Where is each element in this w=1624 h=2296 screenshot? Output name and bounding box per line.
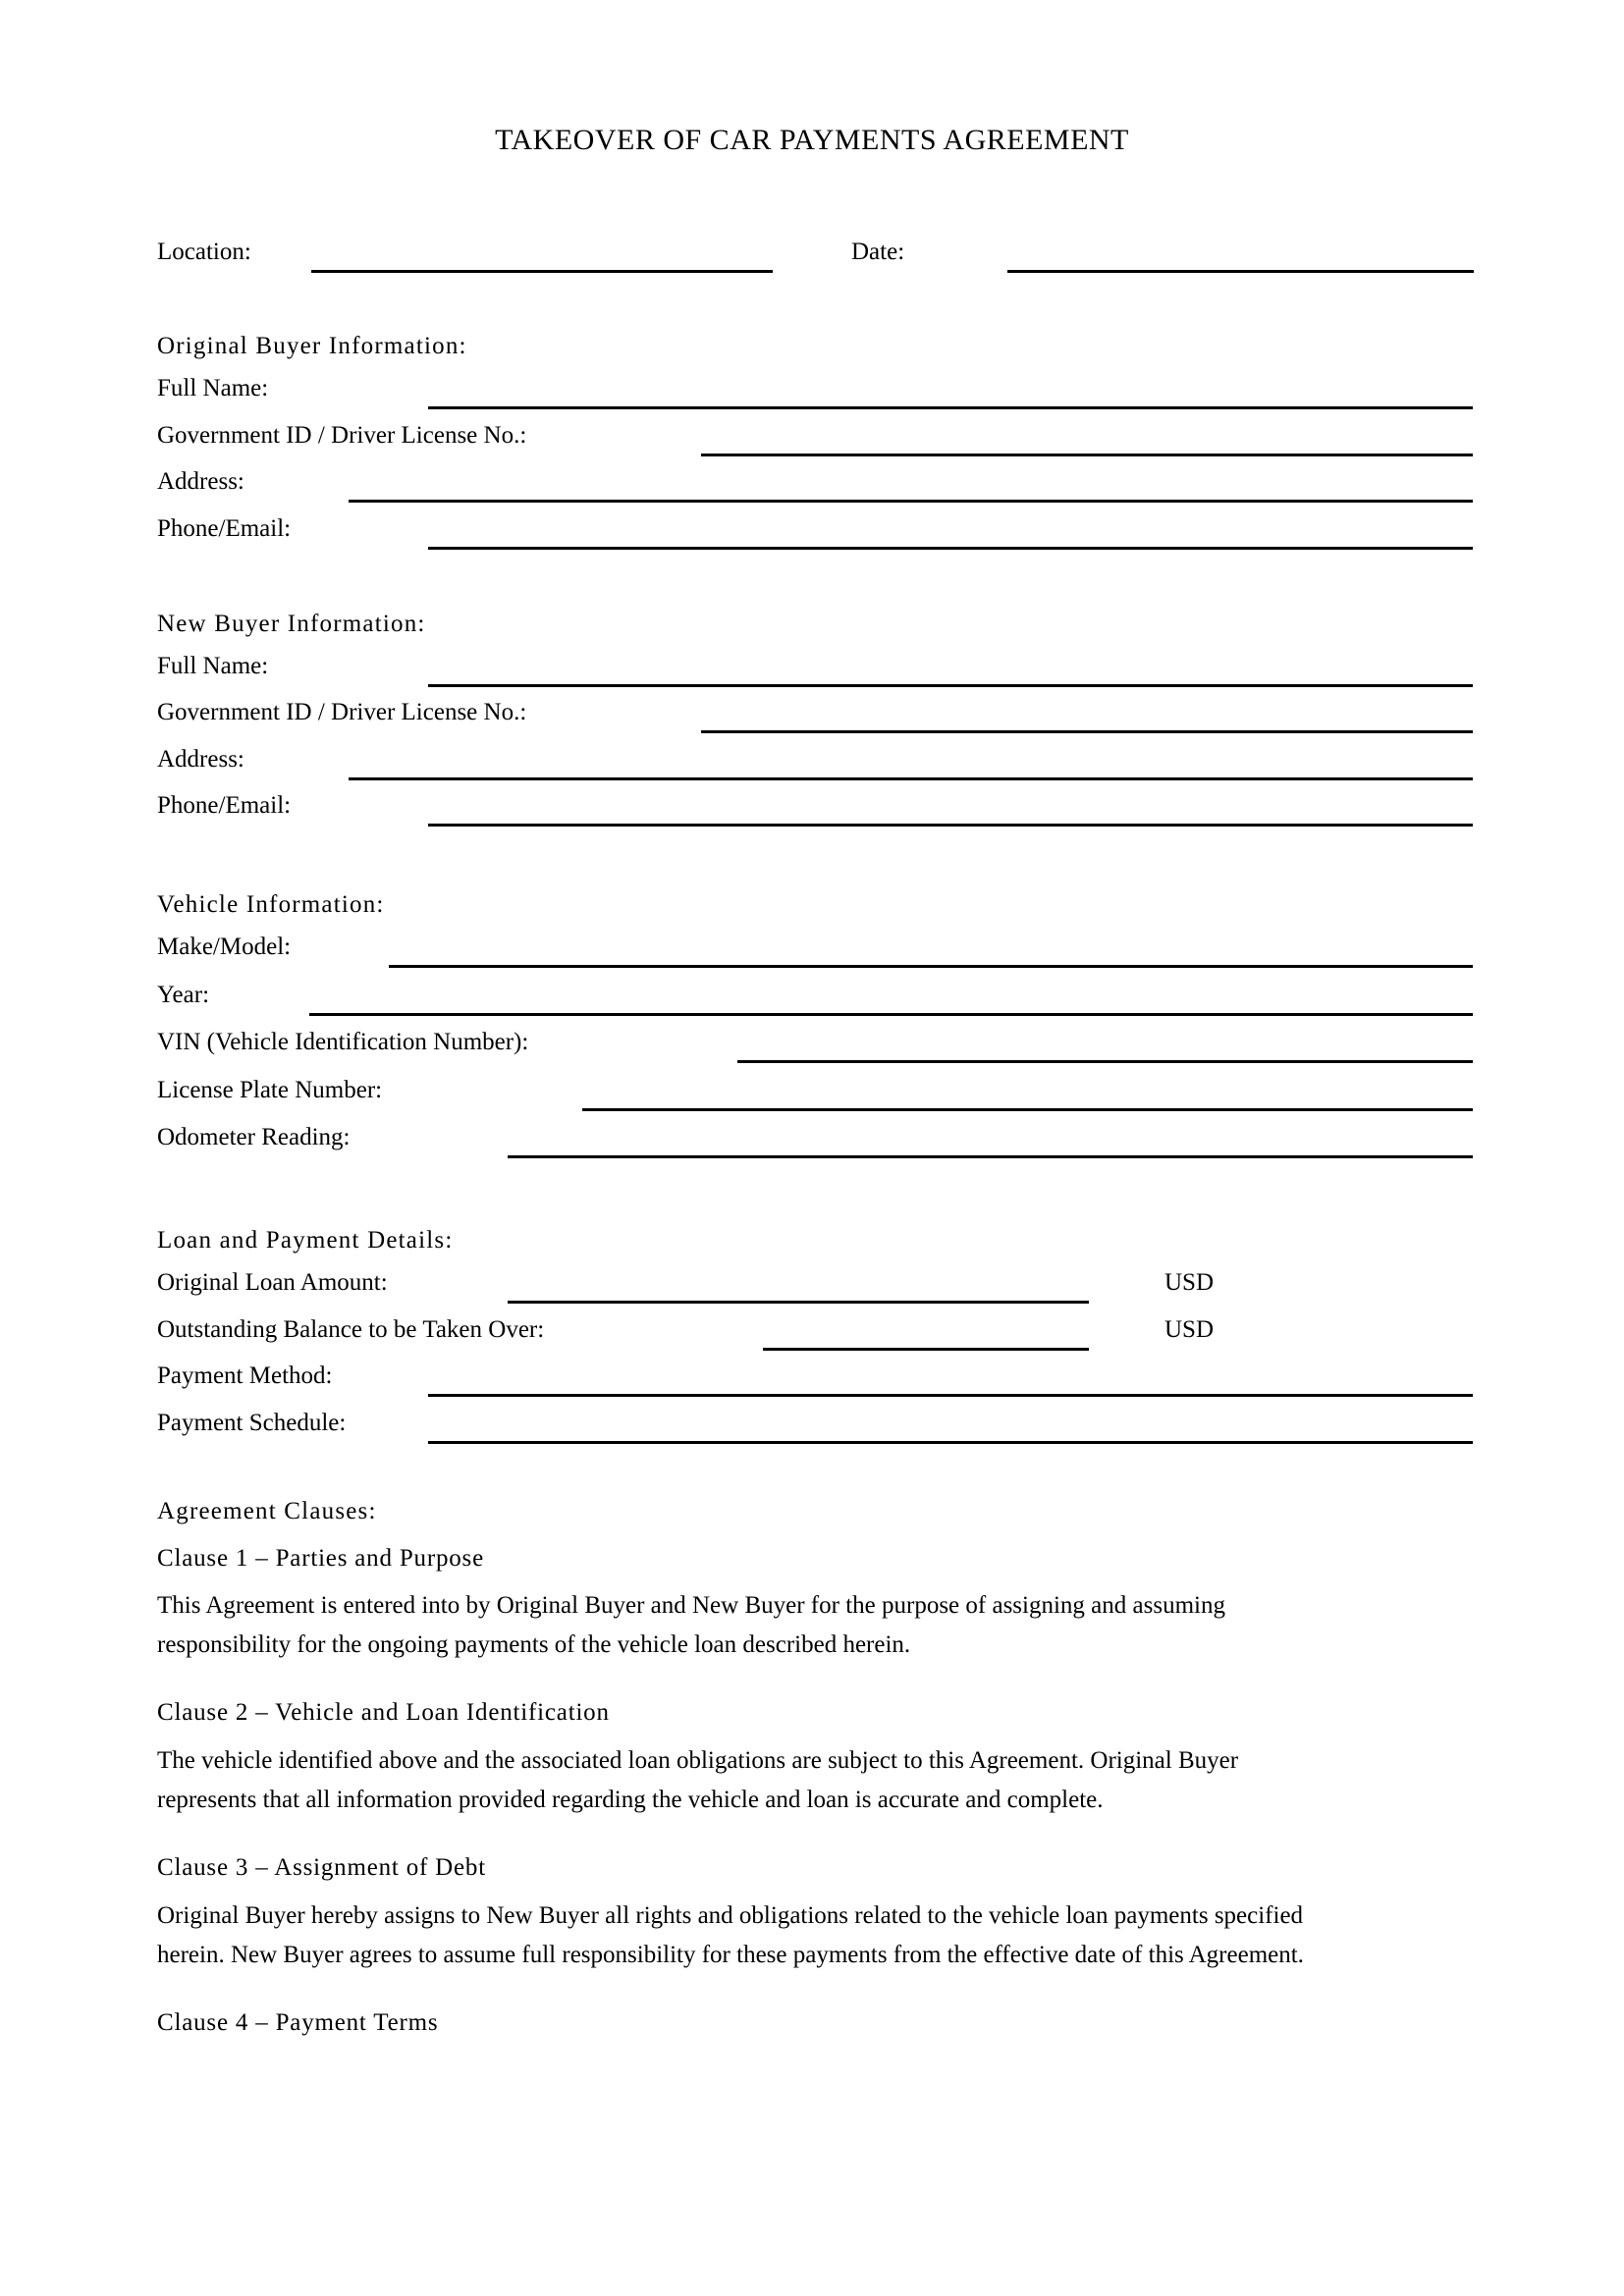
field-row [0, 1314, 1624, 1356]
clause-3-line-1: Original Buyer hereby assigns to New Buyer all rights and obligations related to the vehicle loan payments specified [157, 1902, 1304, 1929]
field-row [0, 980, 1624, 1021]
loan-original-amount-label: Original Loan Amount: [157, 1269, 388, 1296]
vehicle-odometer-label: Odometer Reading: [157, 1124, 351, 1150]
clause-1-line-1: This Agreement is entered into by Original Buyer and New Buyer for the purpose of assigning and assuming [157, 1592, 1225, 1619]
vehicle-license-plate-label: License Plate Number: [157, 1077, 383, 1103]
loan-payment-schedule-input-line[interactable] [428, 1441, 1473, 1444]
loan-payment-method-label: Payment Method: [157, 1362, 333, 1389]
location-date-row [0, 237, 1624, 278]
loan-payment-schedule-label: Payment Schedule: [157, 1410, 347, 1436]
loan-payment-method-input-line[interactable] [428, 1394, 1473, 1397]
ob-phone-email-input-line[interactable] [428, 547, 1473, 550]
field-row [0, 1408, 1624, 1449]
field-row [0, 1122, 1624, 1163]
section-heading-original-buyer: Original Buyer Information: [157, 333, 467, 359]
ob-address-input-line[interactable] [349, 500, 1473, 503]
ob-gov-id-label: Government ID / Driver License No.: [157, 422, 527, 449]
loan-outstanding-balance-currency: USD [1164, 1316, 1215, 1343]
clause-2-paragraph [157, 1741, 1238, 1820]
date-input-line[interactable] [1007, 270, 1474, 273]
nb-full-name-label: Full Name: [157, 653, 269, 679]
clause-2-line-1: The vehicle identified above and the associated loan obligations are subject to this Agreement. Original Buyer [157, 1747, 1239, 1774]
field-row [0, 932, 1624, 973]
field-row [0, 1027, 1624, 1068]
section-heading-vehicle: Vehicle Information: [157, 891, 385, 918]
field-row [0, 466, 1624, 507]
nb-full-name-input-line[interactable] [428, 684, 1473, 687]
vehicle-license-plate-input-line[interactable] [582, 1108, 1473, 1111]
clause-3-title: Clause 3 – Assignment of Debt [157, 1854, 486, 1881]
clause-1-title: Clause 1 – Parties and Purpose [157, 1545, 484, 1572]
ob-full-name-label: Full Name: [157, 375, 269, 401]
clause-3-paragraph [157, 1896, 1304, 1975]
clause-4-title: Clause 4 – Payment Terms [157, 2009, 439, 2036]
ob-gov-id-input-line[interactable] [701, 454, 1473, 456]
clause-3-line-2: herein. New Buyer agrees to assume full responsibility for these payments from the effective date of this Agreement. [157, 1942, 1304, 1968]
ob-full-name-input-line[interactable] [428, 406, 1473, 409]
nb-gov-id-input-line[interactable] [701, 730, 1473, 733]
clause-1-paragraph [157, 1586, 1225, 1665]
section-heading-new-buyer: New Buyer Information: [157, 611, 426, 637]
nb-gov-id-label: Government ID / Driver License No.: [157, 699, 527, 725]
field-row [0, 1075, 1624, 1116]
field-row [0, 1267, 1624, 1308]
section-heading-loan: Loan and Payment Details: [157, 1227, 454, 1254]
loan-outstanding-balance-label: Outstanding Balance to be Taken Over: [157, 1316, 545, 1343]
nb-phone-email-input-line[interactable] [428, 824, 1473, 827]
nb-phone-email-label: Phone/Email: [157, 792, 292, 819]
field-row [0, 1361, 1624, 1402]
location-label: Location: [157, 239, 251, 265]
ob-phone-email-label: Phone/Email: [157, 515, 292, 542]
field-row [0, 420, 1624, 461]
section-heading-clauses: Agreement Clauses: [157, 1498, 377, 1524]
loan-original-amount-input-line[interactable] [508, 1301, 1089, 1304]
vehicle-make-model-input-line[interactable] [389, 965, 1473, 968]
clause-2-line-2: represents that all information provided regarding the vehicle and loan is accurate and complete. [157, 1787, 1104, 1813]
field-row [0, 513, 1624, 555]
vehicle-year-label: Year: [157, 982, 210, 1008]
field-row [0, 744, 1624, 785]
field-row [0, 651, 1624, 692]
nb-address-input-line[interactable] [349, 777, 1473, 780]
vehicle-year-input-line[interactable] [309, 1013, 1473, 1016]
vehicle-make-model-label: Make/Model: [157, 934, 292, 960]
location-input-line[interactable] [311, 270, 773, 273]
vehicle-vin-input-line[interactable] [737, 1060, 1473, 1063]
field-row [0, 697, 1624, 738]
clause-2-title: Clause 2 – Vehicle and Loan Identification [157, 1699, 610, 1726]
field-row [0, 373, 1624, 414]
vehicle-odometer-input-line[interactable] [508, 1155, 1473, 1158]
clause-1-line-2: responsibility for the ongoing payments of the vehicle loan described herein. [157, 1631, 911, 1658]
loan-outstanding-balance-input-line[interactable] [763, 1348, 1089, 1351]
field-row [0, 790, 1624, 831]
nb-address-label: Address: [157, 746, 244, 773]
loan-original-amount-currency: USD [1164, 1269, 1215, 1296]
page-title: TAKEOVER OF CAR PAYMENTS AGREEMENT [495, 124, 1129, 156]
ob-address-label: Address: [157, 468, 244, 495]
date-label: Date: [851, 239, 905, 265]
vehicle-vin-label: VIN (Vehicle Identification Number): [157, 1029, 529, 1055]
